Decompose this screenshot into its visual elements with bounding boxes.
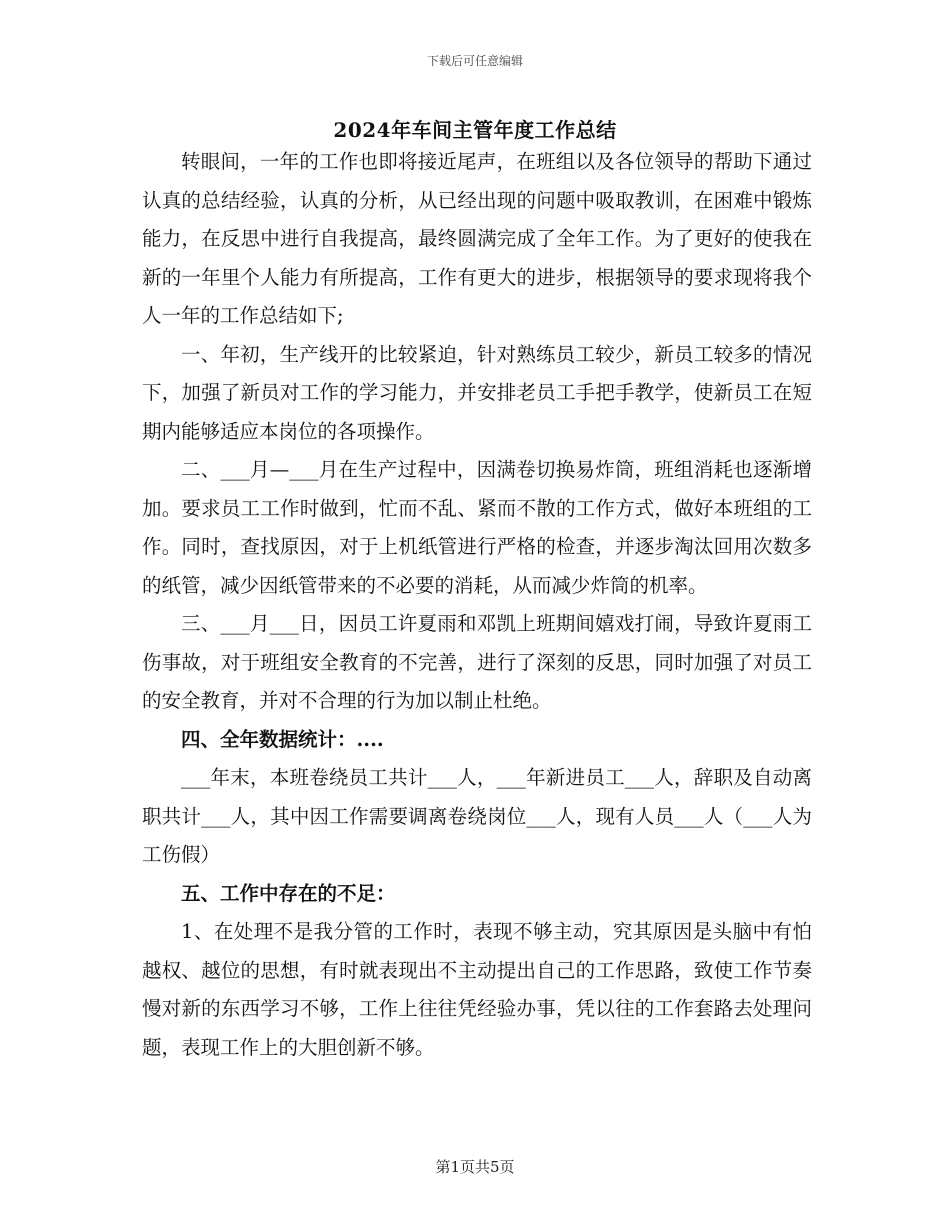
paragraph-item-2: 二、___月—___月在生产过程中，因满卷切换易炸筒，班组消耗也逐渐增加。要求员工工作时做到，忙而不乱、紧而不散的工作方式，做好本班组的工作。同时，查找原因，对于上机纸管进行严格的检查，并逐步淘汰回用次数多的纸管，减少因纸管带来的不必要的消耗，从而减少炸筒的机率。 [142,458,812,597]
paragraph-shortcoming-1: 1、在处理不是我分管的工作时，表现不够主动，究其原因是头脑中有怕越权、越位的思想，有时就表现出不主动提出自己的工作思路，致使工作节奏慢对新的东西学习不够，工作上往往凭经验办事，凭以往的工作套路去处理问题，表现工作上的大胆创新不够。 [142,920,812,1059]
paragraph-item-3: 三、___月___日，因员工许夏雨和邓凯上班期间嬉戏打闹，导致许夏雨工伤事故，对于班组安全教育的不完善，进行了深刻的反思，同时加强了对员工的安全教育，并对不合理的行为加以制止杜绝。 [142,612,812,712]
document-body [142,143,812,1067]
paragraph-statistics: ___年末，本班卷绕员工共计___人，___年新进员工___人，辞职及自动离职共计___人，其中因工作需要调离卷绕岗位___人，现有人员___人（___人为工伤假） [142,766,812,866]
paragraph-item-1: 一、年初，生产线开的比较紧迫，针对熟练员工较少，新员工较多的情况下，加强了新员对工作的学习能力，并安排老员工手把手教学，使新员工在短期内能够适应本岗位的各项操作。 [142,342,812,443]
paragraph-intro: 转眼间，一年的工作也即将接近尾声，在班组以及各位领导的帮助下通过认真的总结经验，认真的分析，从已经出现的问题中吸取教训，在困难中锻炼能力，在反思中进行自我提高，最终圆满完成了全年工作。为了更好的使我在新的一年里个人能力有所提高，工作有更大的进步，根据领导的要求现将我个人一年的工作总结如下; [142,150,812,327]
section-heading-statistics: 四、全年数据统计：.... [181,727,384,751]
document-title: 2024年车间主管年度工作总结 [333,118,617,142]
section-heading-shortcomings: 五、工作中存在的不足： [181,881,396,905]
page-number: 第1页共5页 [435,1158,515,1176]
header-note: 下载后可任意编辑 [426,54,523,68]
